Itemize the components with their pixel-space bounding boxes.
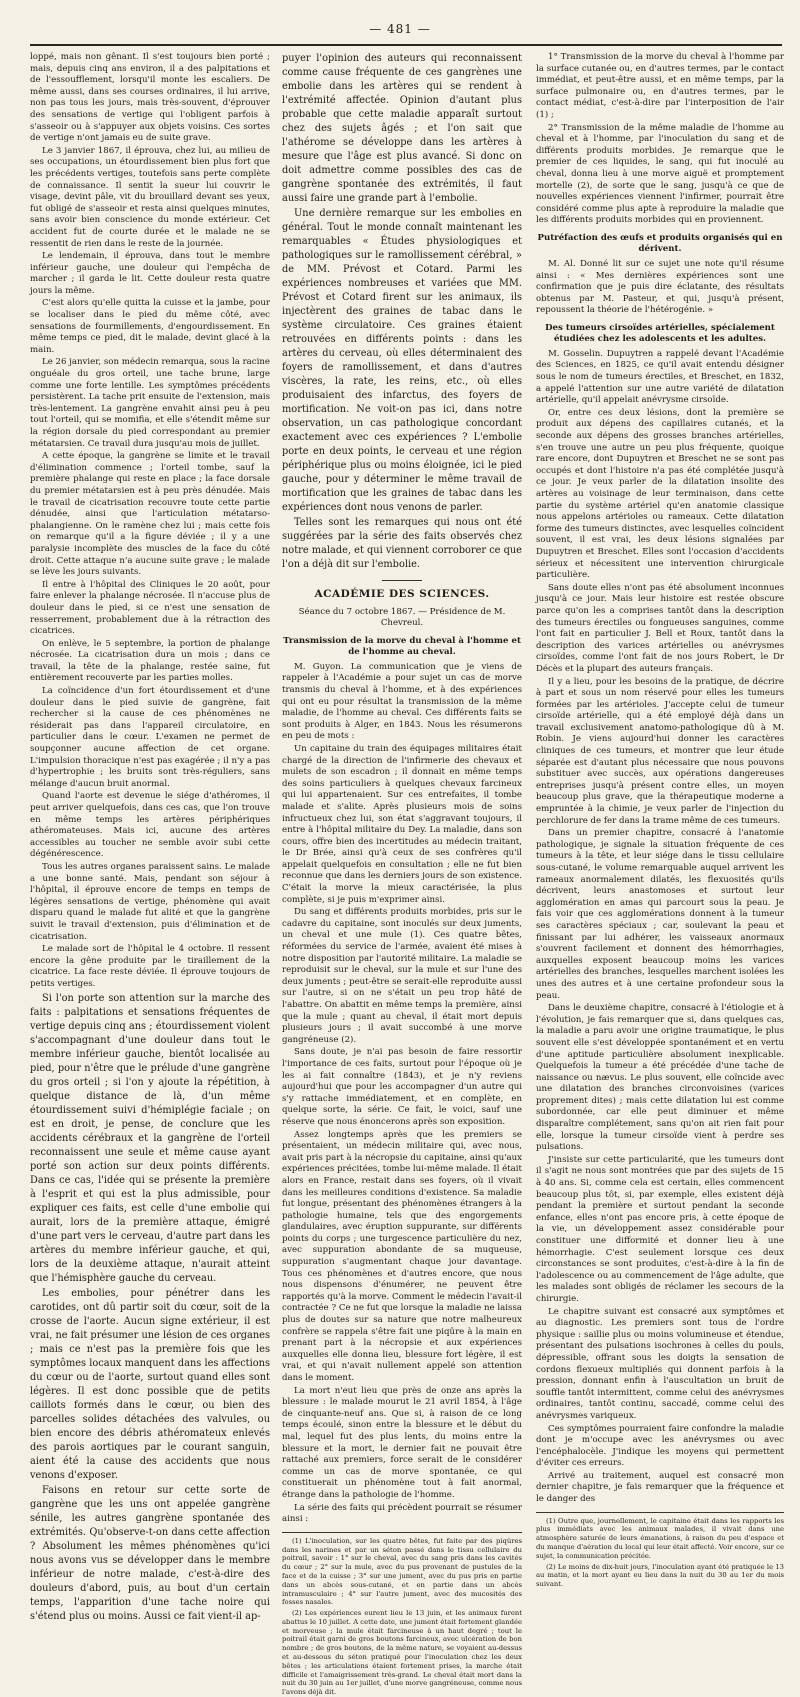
list-item: 1° Transmission de la morve du cheval à l'homme par la surface cutanée ou, en d'autres termes, par le contact immédiat, et peut-être aussi, et en même temps, par la surface pulmonaire ou, en d'autres termes, par le contact médiat, c'est-à-dire par l'interposition de l'air (1) ; [536, 52, 784, 120]
column-2 [282, 52, 522, 1697]
paragraph: La coïncidence d'un fort étourdissement et d'une douleur dans le pied suivie de gangrène, fait rechercher si la cause de ces phénomènes ne résiderait pas dans l'appareil circulatoire, en particulier dans le cœur. L'examen ne permet de soupçonner aucune affection de cet organe. L'impulsion thoracique n'est pas exagérée ; il n'y a pas d'hypertrophie ; les bruits sont très-réguliers, sans mélange d'aucun bruit anormal. [30, 686, 270, 789]
paragraph: M. Guyon. La communication que je viens de rappeler à l'Académie a pour sujet un cas de morve transmis du cheval à l'homme, et à des expériences qui ont eu pour résultat la transmission de la même maladie, de l'homme au cheval. Ces différents faits se sont produits à Alger, en 1843. Nous les résumerons en peu de mots : [282, 661, 522, 742]
footnote: (2) Les expériences eurent lieu le 13 juin, et les animaux furent abattus le 10 juillet. A cette date, une jument était fortement glandée et morveuse ; la mule était farcineuse à un haut degré ; tout le poitrail était garni de gros boutons farcineux, avec ulcération de bon nombre ; de gros boutons, de la même nature, se voyaient au-dessus et au-dessous du séton pratiqué pour l'inoculation chez les deux bêtes ; les articulations étaient fortement prises, la marche était difficile et l'amaigrissement très-grand. Le cheval était mort dans la nuit du 30 juin au 1er juillet, d'une morve gangréneuse, comme nous l'avons déjà dit. [282, 1609, 522, 1697]
list-item: 2° Transmission de la même maladie de l'homme au cheval et à l'homme, par l'inoculation du sang et de différents produits morbides. Je remarque que le premier de ces liquides, le sang, qui fut inoculé au cheval, donna lieu à une morve aiguë et promptement mortelle (2), de sorte que le sang, jusqu'à ce que de nouvelles expériences viennent l'infirmer, pourrait être considéré comme plus apte à reproduire la maladie que les différents produits morbides qui en proviennent. [536, 122, 784, 226]
paragraph: M. Al. Donné lit sur ce sujet une note qu'il résume ainsi : « Mes dernières expériences sont une confirmation que je puis dire éclatante, des résultats obtenus par M. Pasteur, et qui, jusqu'à présent, repoussent la théorie de l'hétérogénie. » [536, 258, 784, 316]
paragraph: Or, entre ces deux lésions, dont la première se produit aux dépens des capillaires cutanés, et la seconde aux dépens des grosses branches artérielles, s'en trouve une autre un peu plus fréquente, quoique rare encore, dont Dupuytren et Breschet ne se sont pas occupés et dont l'histoire n'a pas été complétée jusqu'à ce jour. Je veux parler de la dilatation insolite des artères au voisinage de leur terminaison, dans cette partie du système artériel qu'en anatomie classique nous appelons artérioles ou rameaux. Cette dilatation forme des tumeurs distinctes, avec lesquelles coïncident souvent, il est vrai, les deux lésions signalées par Dupuytren et Breschet. Elles sont l'occasion d'accidents sérieux et nécessitent une intervention chirurgicale particulière. [536, 407, 784, 581]
paragraph: Le malade sort de l'hôpital le 4 octobre. Il ressent encore la gêne produite par le tiraillement de la cicatrice. La face reste déviée. Il éprouve toujours de petits vertiges. [30, 944, 270, 989]
paragraph: La série des faits qui précèdent pourrait se résumer ainsi : [282, 1502, 522, 1525]
paragraph: Il entre à l'hôpital des Cliniques le 20 août, pour faire enlever la phalange nécrosée. Il n'accuse plus de douleur dans le pied, si ce n'est une sensation de resserrement, probablement due à la rétraction des cicatrices. [30, 579, 270, 637]
column-1 [30, 52, 270, 1622]
paragraph: Assez longtemps après que les premiers se présentaient, un médecin militaire qui, avec nous, avait pris part à la nécropsie du capitaine, ainsi qu'aux expériences précitées, tombe lui-même malade. Il était alors en France, restait dans ses foyers, où il vivait dans les meilleures conditions d'existence. Sa maladie fut longue, présentant des phénomènes étrangers à la pathologie humaine, tels que des engorgements glandulaires, avec éruption suppurante, sur différents points du corps ; une turgescence particulière du nez, avec suppuration abondante de sa muqueuse, suppuration s'augmentant chaque jour davantage. Tous ces phénomènes et d'autres encore, que nous nous dispensons d'énumérer, ne peuvent être rapportés qu'à la morve. Comment le médecin l'avait-il contractée ? Ce ne fut que lorsque la maladie ne laissa plus de doutes sur sa nature que notre malheureux confrère se rappela s'être fait une piqûre à la main en prenant part à la nécropsie et aux expériences auxquelles elle donna lieu, blessure fort légère, il est vrai, et qui n'avait nullement appelé son attention dans le moment. [282, 1129, 522, 1383]
paragraph: Si l'on porte son attention sur la marche des faits : palpitations et sensations fréquentes de vertige depuis cinq ans ; étourdissement violent s'accompagnant d'une douleur dans tout le membre inférieur gauche, bientôt localisée au pied, pour n'être que le prélude d'une gangrène du gros orteil ; si l'on y ajoute la répétition, à quelque distance de là, d'un même étourdissement suivi d'hémiplégie faciale ; on est en droit, je pense, de conclure que les accidents cérébraux et la gangrène de l'orteil reconnaissent une seule et même cause ayant porté son action sur deux points différents. Dans ce cas, l'idée qui se présente la première à l'esprit et qui est la plus admissible, pour expliquer ces faits, est celle d'une embolie qui aurait, lors de la première attaque, émigré d'une part vers le cerveau, d'autre part dans les artères du membre inférieur gauche, et qui, lors de la deuxième attaque, n'aurait atteint que l'hémisphère gauche du cerveau. [30, 992, 270, 1284]
paragraph: loppé, mais non gênant. Il s'est toujours bien porté ; mais, depuis cinq ans environ, il a des palpitations et de l'essoufflement, lorsqu'il monte les escaliers. De même aussi, dans ses courses ordinaires, il lui arrive, non pas tous les jours, mais très-souvent, d'éprouver des sensations de vertige qui l'obligent parfois à s'asseoir ou à s'appuyer aux objets voisins. Ces sortes de vertige n'ont jamais eu de suite grave. [30, 52, 270, 144]
page-number: — 481 — [369, 22, 431, 36]
paragraph: Le 3 janvier 1867, il éprouva, chez lui, au milieu de ses occupations, un étourdissement bien plus fort que les précédents vertiges, toutefois sans perte complète de connaissance. Il sentit la sueur lui couvrir le visage, devint pâle, vit du brouillard devant ses yeux, fut obligé de s'asseoir et resta ainsi quelques minutes, sans avoir bien conscience du monde extérieur. Cet accident fut de courte durée et le malade ne se ressentit de rien dans le reste de la journée. [30, 145, 270, 249]
footnotes [282, 1532, 522, 1697]
paragraph: Tous les autres organes paraissent sains. Le malade a une bonne santé. Mais, pendant son séjour à l'hôpital, il éprouve encore de temps en temps de légères sensations de vertige, phénomène qui avait disparu quand le malade fut alité et que la gangrène suivit le travail d'extension, puis d'élimination et de cicatrisation. [30, 861, 270, 942]
header-rule [30, 44, 782, 46]
commentary-block [30, 992, 270, 1624]
paragraph: puyer l'opinion des auteurs qui reconnaissent comme cause fréquente de ces gangrènes une embolie dans les artères qui se rendent à l'extrémité affectée. Opinion d'autant plus probable que cette maladie apparaît surtout chez des sujets âgés ; et l'on sait que l'athérome se développe dans les artères à mesure que l'âge est plus avancé. Si donc on doit admettre comme possibles des cas de gangrène spontanée des extrémités, il faut aussi faire une grande part à l'embolie. [282, 53, 522, 204]
column-3 [536, 52, 784, 1589]
paragraph: Dans un premier chapitre, consacré à l'anatomie pathologique, je signale la situation fréquente de ces tumeurs à la tête, et leur siége dans le tissu cellulaire sous-cutané, le volume remarquable auquel arrivent les rameaux anormalement dilatés, les flexuosités qu'ils décrivent, leurs anastomoses et surtout leur agglomération en amas qui parcourt sous la peau. Je fais voir que ces agglomérations donnent à la tumeur ses caractères spéciaux ; car, soulevant la peau et finissant par lui adhérer, les vaisseaux anormaux s'ouvrent facilement et donnent des hémorrhagies, auxquelles exposent beaucoup moins les varices artérielles des branches, lesquelles marchent isolées les unes des autres et à une certaine profondeur sous la peau. [536, 828, 784, 1001]
paragraph: Faisons en retour sur cette sorte de gangrène que les uns ont appelée gangrène sénile, les autres gangrène spontanée des extrémités. Qu'observe-t-on dans cette affection ? Absolument les mêmes phénomènes qu'ici nous avons vus se développer dans le membre inférieur de notre malade, c'est-à-dire des douleurs d'abord, puis, au bout d'un certain temps, l'apparition d'une tache noire qui s'étend plus ou moins. Aussi ce fait vient-il ap- [30, 1484, 270, 1622]
paragraph: J'insiste sur cette particularité, que les tumeurs dont il s'agit ne nous sont montrées que par des sujets de 15 à 40 ans. Si, comme cela est certain, elles commencent beaucoup plus tôt, si, par exemple, elles existent déjà pendant la première et surtout pendant la seconde enfance, elles n'ont pas encore pris, à cette époque de la vie, un développement assez considérable pour constituer une difformité et donner lieu à une hémorrhagie. C'est seulement lorsque ces deux circonstances se sont produites, c'est-à-dire à la fin de l'adolescence ou au commencement de l'âge adulte, que les malades sont obligés de réclamer les secours de la chirurgie. [536, 1154, 784, 1304]
paragraph: Dans le deuxième chapitre, consacré à l'étiologie et à l'évolution, je fais remarquer que si, dans quelques cas, la maladie a paru avoir une origine traumatique, le plus souvent elle s'est développée spontanément et en vertu d'une aptitude particulière absolument inexplicable. Quelquefois la tumeur a été précédée d'une tache de naissance ou nævus. Le plus souvent, elle coïncide avec une dilatation des branches circonvoisines (varices proprement dites) ; mais cette dilatation lui est comme subordonnée, car elle peut diminuer et même disparaître complétement, sans qu'on ait rien fait pour elle, lorsque la tumeur cirsoïde vient à perdre ses pulsations. [536, 1003, 784, 1153]
paragraph: Les embolies, pour pénétrer dans les carotides, ont dû partir soit du cœur, soit de la crosse de l'aorte. Aucun signe extérieur, il est vrai, ne fait présumer une lésion de ces organes ; mais ce n'est pas la première fois que les symptômes locaux manquent dans les affections du cœur ou de l'aorte, surtout quand elles sont légères. Il est donc possible que de petits caillots formés dans le cœur, ou bien des parcelles solides détachées des valvules, ou bien encore des débris athéromateux enlevés des parois aortiques par le courant sanguin, aient été la cause des accidents que nous venons d'exposer. [30, 1287, 270, 1481]
footnote: (1) L'inoculation, sur les quatre bêtes, fut faite par des piqûres dans les narines et par un séton passé dans le tissu cellulaire du poitrail, savoir : 1° sur le cheval, avec du sang pris dans les cavités du cœur ; 2° sur la mule, avec du pus provenant de pustules de la face et de la cuisse ; 3° sur une jument, avec du pus pris en partie dans un abcès sous-cutané, et en partie dans un abcès intramusculaire ; 4° sur l'autre jument, avec des mucosités des fosses nasales. [282, 1536, 522, 1607]
paragraph: Du sang et différents produits morbides, pris sur le cadavre du capitaine, sont inoculés sur deux juments, un cheval et une mule (1). Ces quatre bêtes, réformées du service de l'armée, avaient été mises à notre disposition par l'autorité militaire. La maladie se reproduisit sur le cheval, sur la mule et sur l'une des deux juments ; peut-être se serait-elle reproduite aussi sur l'autre, si on ne s'était un peu trop hâté de l'abattre. On abattit en même temps la première, ainsi que la mule ; quant au cheval, il était mort depuis plusieurs jours ; il avait succombé à une morve gangréneuse (2). [282, 907, 522, 1045]
commentary-block [282, 52, 522, 572]
paragraph: Quand l'aorte est devenue le siége d'athéromes, il peut arriver quelquefois, dans ces cas, que l'on trouve en même temps les artères périphériques athéromateuses. Mais ici, aucune des artères accessibles au toucher ne semble avoir subi cette dégénérescence. [30, 791, 270, 860]
paragraph: Un capitaine du train des équipages militaires était chargé de la direction de l'infirmerie des chevaux et mulets de son escadron ; il donnait en même temps des soins particuliers à quelques chevaux farcineux qui lui appartenaient. Sur ces entrefaites, il tombe malade et s'alite. Après plusieurs mois de soins infructueux chez lui, son état s'aggravant toujours, il entre à l'hôpital militaire du Dey. La maladie, dans son cours, offre bien des incertitudes au médecin traitant, le Dr Brée, ainsi qu'à ceux de ses confrères qu'il appelait quelquefois en consultation ; elle ne fut bien reconnue que dans les derniers jours de son existence. C'était la morve la mieux caractérisée, la plus complète, si je puis m'exprimer ainsi. [282, 743, 522, 905]
paragraph: Le lendemain, il éprouva, dans tout le membre inférieur gauche, une douleur qui l'empêcha de marcher ; il garda le lit. Cette douleur resta quatre jours la même. [30, 251, 270, 296]
paragraph: Ces symptômes pourraient faire confondre la maladie dont je m'occupe avec les anévrysmes ou avec l'encéphalocèle. J'indique les moyens qui permettent d'éviter ces erreurs. [536, 1423, 784, 1469]
paragraph: Le chapitre suivant est consacré aux symptômes et au diagnostic. Les premiers sont tous de l'ordre physique : saillie plus ou moins volumineuse et étendue, présentant des pulsations isochrones à celles du pouls, dépressible, offrant sous les doigts la sensation de cordons flexueux multipliés qui donnent parfois à la pression, donnant enfin à l'auscultation un bruit de souffle tantôt intermittent, comme celui des anévrysmes ordinaires, tantôt continu, saccadé, comme celui des anévrysmes variqueux. [536, 1306, 784, 1421]
paragraph: A cette époque, la gangrène se limite et le travail d'élimination commence ; l'orteil tombe, sauf la première phalange qui reste en place ; la face dorsale du premier métatarsien est à peu près dénudée. Mais le travail de cicatrisation recouvre toute cette partie dénudée, ainsi que l'articulation métatarso-phalangienne. On le ramène chez lui ; mais cette fois on remarque qu'il a la figure déviée ; il y a une paralysie incomplète des muscles de la face du côté droit. Cette attaque n'a aucune suite grave ; le malade se lève les jours suivants. [30, 451, 270, 578]
paragraph: Sans doute, je n'ai pas besoin de faire ressortir l'importance de ces faits, surtout pour l'époque où je les ai fait connaître (1843), et je n'y reviens aujourd'hui que pour les accompagner d'un autre qui s'y rattache immédiatement, et en complète, en quelque sorte, la série. Ce fait, le voici, sauf une réserve que nous énoncerons après son exposition. [282, 1047, 522, 1127]
paragraph: C'est alors qu'elle quitta la cuisse et la jambe, pour se localiser dans le pied du même côté, avec sensations de fourmillements, d'engourdissement. En même temps ce pied, dit le malade, devint glacé à la main. [30, 298, 270, 355]
session-line: Séance du 7 octobre 1867. — Présidence de M. Chevreul. [298, 606, 506, 629]
paragraph: Une dernière remarque sur les embolies en général. Tout le monde connaît maintenant les remarquables « Études physiologiques et pathologiques sur le ramollissement cérébral, » de MM. Prévost et Cotard. Parmi les expériences nombreuses et variées que MM. Prévost et Cotard firent sur les animaux, ils injectèrent des graines de tabac dans le système circulatoire. Ces graines étaient retrouvées en différents points : dans les artères du cerveau, où elles déterminaient des foyers de ramollissement, et dans d'autres viscères, la rate, les reins, etc., où elles produisaient des infarctus, des foyers de mortification. Ne voit-on pas ici, dans notre observation, un cas pathologique concordant exactement avec ces expériences ? L'embolie porte en deux points, le cerveau et une région périphérique plus ou moins éloignée, ici le pied gauche, pour y déterminer le même travail de mortification que les graines de tabac dans les expériences dont nous venons de parler. [282, 208, 522, 513]
section-heading: ACADÉMIE DES SCIENCES. [314, 588, 490, 600]
article-title: Transmission de la morve du cheval à l'homme et de l'homme au cheval. [283, 635, 521, 657]
paragraph: On enlève, le 5 septembre, la portion de phalange nécrosée. La cicatrisation dura un mois ; dans ce travail, la tête de la phalange, restée saine, fut entièrement recouverte par les parties molles. [30, 638, 270, 684]
paragraph: M. Gosselin. Dupuytren a rappelé devant l'Académie des Sciences, en 1825, ce qu'il avait entendu désigner sous le nom de tumeurs érectiles, et Breschet, en 1832, a appelé l'attention sur une autre variété de dilatation artérielle, qu'il appelait anévrysme cirsoïde. [536, 348, 784, 406]
paragraph: Telles sont les remarques qui nous ont été suggérées par la série des faits observés chez notre malade, et qui viennent corroborer ce que l'on a déjà dit sur l'embolie. [282, 517, 522, 570]
article-title: Des tumeurs cirsoïdes artérielles, spécialement étudiées chez les adolescents et les adultes. [545, 322, 775, 344]
separator [382, 580, 422, 581]
paragraph: Sans doute elles n'ont pas été absolument inconnues jusqu'à ce jour. Mais leur histoire est restée obscure parce qu'on les a comprises tantôt dans la description des tumeurs érectiles ou fongueuses sanguines, comme l'ont fait en particulier J. Bell et Roux, tantôt dans la description des varices artérielles ou anévrysmes cirsoïdes, comme l'ont fait de nos jours Robert, le Dr Décès et la plupart des auteurs français. [536, 582, 784, 674]
paragraph: Le 26 janvier, son médecin remarqua, sous la racine onguéale du gros orteil, une tache brune, large comme une forte lentille. Les symptômes précédents persistèrent. La tache prit ensuite de l'extension, mais très-lentement. La gangrène envahit ainsi peu à peu tout l'orteil, qui se momifia, et elle s'étendit même sur la région dorsale du pied correspondant au premier métatarsien. Ce travail dura jusqu'au mois de juillet. [30, 357, 270, 449]
footnotes [536, 1512, 784, 1589]
footnote: (2) Le moins de dix-huit jours, l'inoculation ayant été pratiquée le 13 au matin, et la mort ayant eu lieu dans la nuit du 30 au 1er du mois suivant. [536, 1562, 784, 1589]
paragraph: Arrivé au traitement, auquel est consacré mon dernier chapitre, je fais remarquer que la fréquence et le danger des [536, 1470, 784, 1505]
footnote: (1) Outre que, journellement, le capitaine était dans les rapports les plus immédiats avec les animaux malades, il vivait dans une atmosphère saturée de leurs émanations, à raison du peu d'espace et du manque d'aération du local qui leur était affecté. Voir encore, sur ce sujet, la communication précitée. [536, 1516, 784, 1560]
article-title: Putréfaction des œufs et produits organisés qui en dérivent. [537, 232, 783, 254]
paragraph: Il y a lieu, pour les besoins de la pratique, de décrire à part et sous un nom réservé pour elles les tumeurs formées par les artérioles. J'accepte celui de tumeur cirsoïde artérielle, qui a été employé déjà dans un travail exclusivement anatomo-pathologique dû à M. Robin. Je viens aujourd'hui donner les caractères cliniques de ces tumeurs, et montrer que leur étude séparée est d'autant plus nécessaire que nous pouvons substituer avec succès, aux opérations dangereuses entreprises jusqu'à présent contre elles, un moyen beaucoup plus grave, que la thérapeutique moderne a empruntée à la chimie, je veux parler de l'injection du perchlorure de fer dans la trame même de ces tumeurs. [536, 676, 784, 826]
paragraph: La mort n'eut lieu que près de onze ans après la blessure : le malade mourut le 21 avril 1854, à l'âge de cinquante-neuf ans. Que si, à raison de ce long temps écoulé, sinon entre la blessure et le début du mal, lequel fut des plus lents, du moins entre la blessure et la mort, le dernier fait ne pouvait être rattaché aux premiers, force serait de le considérer comme un cas de morve spontanée, ce qui constituerait un phénomène tout à fait anormal, étrange dans la pathologie de l'homme. [282, 1385, 522, 1500]
